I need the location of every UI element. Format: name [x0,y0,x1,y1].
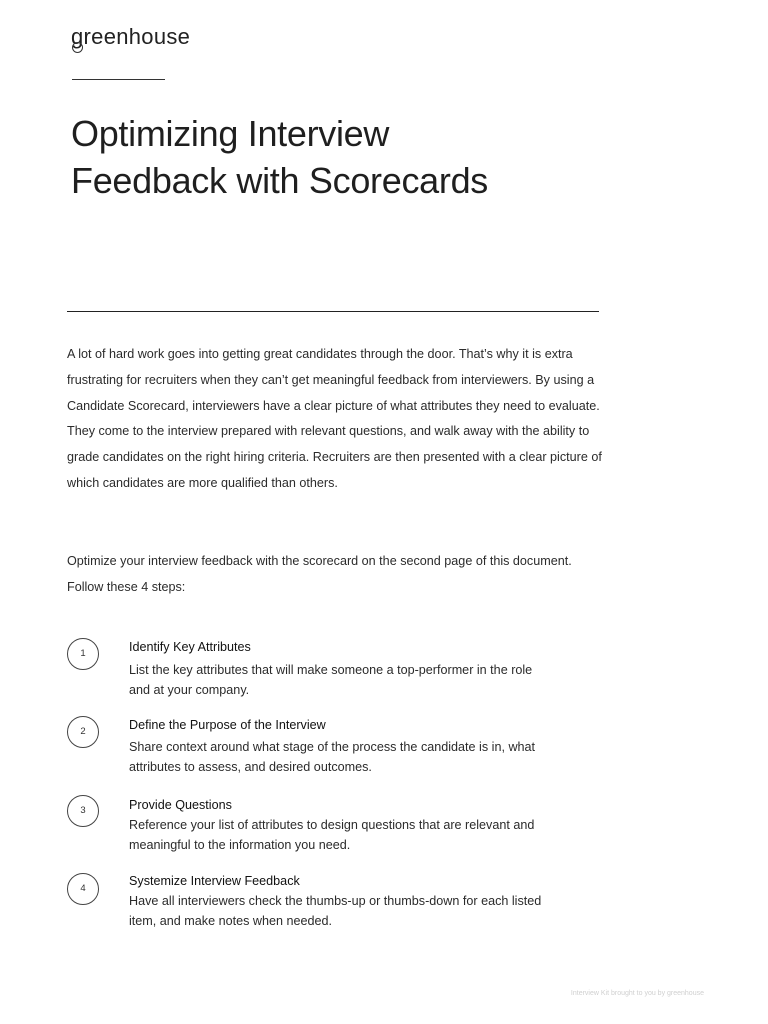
step-number-circle: 1 [67,638,99,670]
title-line-1: Optimizing Interview [71,113,390,154]
title-divider [67,311,599,312]
document-title [71,110,631,204]
greenhouse-logo: greenhouse [71,24,191,49]
intro-paragraph: A lot of hard work goes into getting great candidates through the door. That’s why it is extra frustrating for recruiters when they can’t get meaningful feedback from interviewers. By using a Candidate Scorecard, interviewers have a clear picture of what attributes they need to evaluate. They come to the interview prepared with relevant questions, and walk away with the ability to grade candidates on the right hiring criteria. Recruiters are then presented with a clear picture of which candidates are more qualified than others. [67,347,602,490]
title-line-2: Feedback with Scorecards [71,160,488,201]
instructions-paragraph: Optimize your interview feedback with the scorecard on the second page of this document. Follow these 4 steps: [67,554,572,594]
step-title: Identify Key Attributes [129,640,251,654]
step-description: Reference your list of attributes to design questions that are relevant and meaningful to the information you need. [129,818,535,852]
footer-credit: Interview Kit brought to you by greenhouse [570,990,704,997]
step-description: Have all interviewers check the thumbs-up or thumbs-down for each listed item, and make notes when needed. [129,894,542,928]
step-number-circle: 2 [67,716,99,748]
step-number-circle: 3 [67,795,99,827]
step-title: Systemize Interview Feedback [129,874,300,888]
step-1 [67,638,587,702]
step-title: Define the Purpose of the Interview [129,718,326,732]
step-3 [67,795,587,859]
step-description: Share context around what stage of the process the candidate is in, what attributes to assess, and desired outcomes. [129,740,536,774]
step-number-circle: 4 [67,873,99,905]
header-divider [72,79,165,80]
step-2 [67,716,587,780]
step-4 [67,873,587,937]
logo-circle-mark [72,42,83,53]
step-description: List the key attributes that will make someone a top-performer in the role and at your company. [129,663,533,697]
step-title: Provide Questions [129,798,232,812]
